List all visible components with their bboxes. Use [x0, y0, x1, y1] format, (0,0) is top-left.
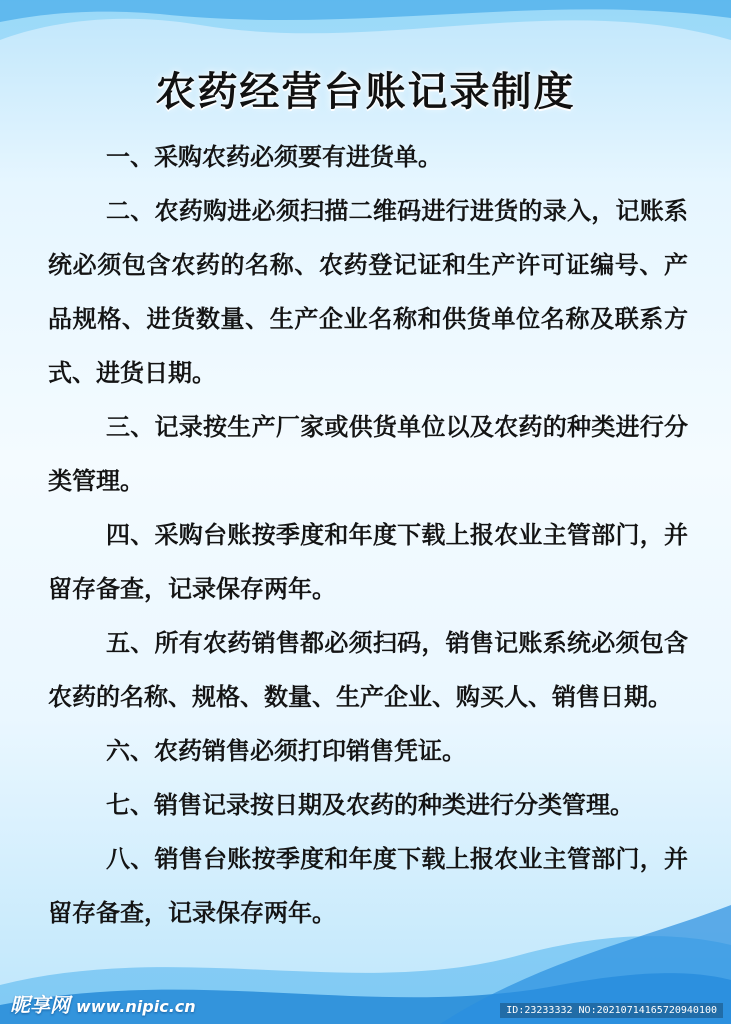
rule-7: 七、销售记录按日期及农药的种类进行分类管理。 — [106, 791, 634, 819]
rule-2: 二、农药购进必须扫描二维码进行进货的录入，记账系统必须包含农药的名称、农药登记证和生产许可证编号、产品规格、进货数量、生产企业名称和供货单位名称及联系方式、进货日期。 — [48, 197, 688, 387]
rule-5: 五、所有农药销售都必须扫码，销售记账系统必须包含农药的名称、规格、数量、生产企业、购买人、销售日期。 — [48, 629, 688, 711]
rule-1: 一、采购农药必须要有进货单。 — [106, 143, 442, 171]
watermark-url: www.nipic.cn — [76, 997, 196, 1016]
rule-8: 八、销售台账按季度和年度下载上报农业主管部门，并留存备查，记录保存两年。 — [48, 845, 688, 927]
rule-4: 四、采购台账按季度和年度下载上报农业主管部门，并留存备查，记录保存两年。 — [48, 521, 688, 603]
rule-3: 三、记录按生产厂家或供货单位以及农药的种类进行分类管理。 — [48, 413, 688, 495]
regulation-body — [48, 130, 688, 940]
watermark-logo-text: 昵享网 — [10, 993, 70, 1017]
page-title: 农药经营台账记录制度 — [155, 69, 576, 115]
watermark-id: ID:23233332 NO:20210714165720940100 — [500, 1003, 723, 1018]
rule-6: 六、农药销售必须打印销售凭证。 — [106, 737, 466, 765]
watermark-logo — [10, 989, 196, 1018]
